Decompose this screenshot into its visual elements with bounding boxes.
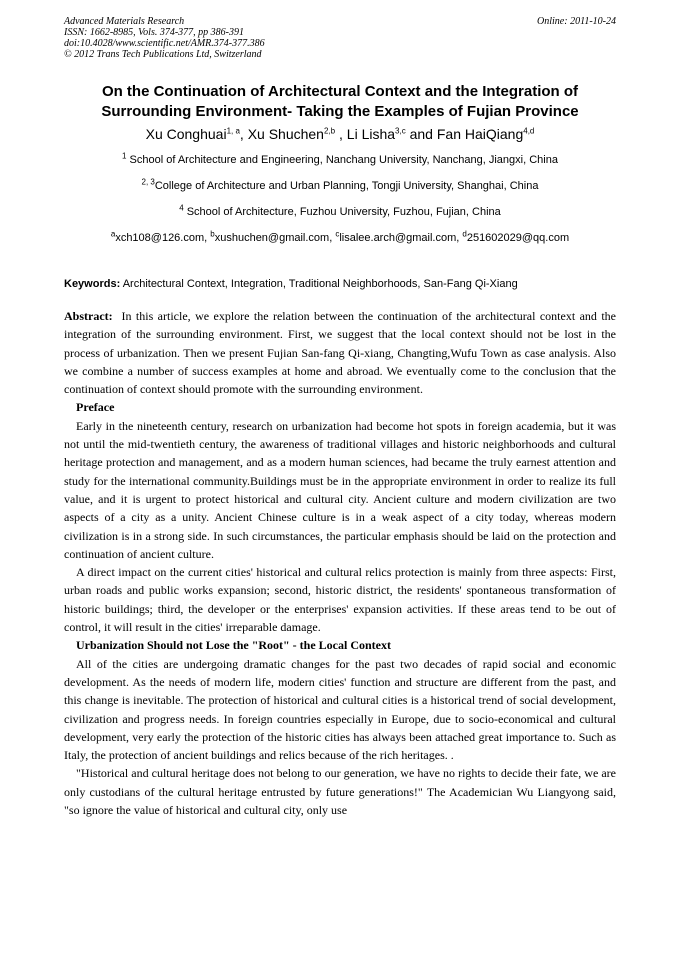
author-name: Xu Shuchen <box>247 126 324 142</box>
section-heading: Urbanization Should not Lose the "Root" - the Local Context <box>76 638 391 653</box>
preface-heading: Preface <box>76 400 115 415</box>
paragraph: "Historical and cultural heritage does not belong to our generation, we have no rights to decide their fate, we are only custodians of the cultural heritage entrusted by future generations!" The Academician Wu Liangyong said, "so ignore the value of historical and cultural city, only use <box>64 766 616 818</box>
paragraph: A direct impact on the current cities' historical and cultural relics protection is mainly from three aspects: First, urban roads and public works expansion; second, historic district, the residents' spontaneous transformation of historic buildings; third, the developer or the enterprises' expansion activities. If these areas tend to be out of control, it will result in the cities' irreparable damage. <box>64 565 616 635</box>
email-link[interactable]: xushuchen@gmail.com, <box>214 232 336 244</box>
affiliation-1 <box>64 153 616 167</box>
doi-line: doi:10.4028/www.scientific.net/AMR.374-377.386 <box>64 38 265 49</box>
affiliation-2 <box>64 179 616 193</box>
affiliation-sup: 2, 3 <box>141 177 155 187</box>
paper-title <box>64 82 616 122</box>
keywords <box>64 277 616 291</box>
affiliation-3 <box>64 205 616 219</box>
online-date: Online: 2011-10-24 <box>537 16 616 27</box>
author-name: Fan HaiQiang <box>436 126 524 142</box>
title-line-1: On the Continuation of Architectural Context and the Integration of <box>101 83 579 100</box>
affiliation-sup: 1 <box>122 151 127 161</box>
journal-header <box>64 16 616 60</box>
email-sup: b <box>210 229 215 239</box>
abstract-label: Abstract: <box>64 309 113 323</box>
journal-name: Advanced Materials Research <box>64 16 185 27</box>
author-emails <box>64 231 616 245</box>
email-link[interactable]: 251602029@qq.com <box>466 232 570 244</box>
email-sup: a <box>110 229 116 239</box>
author-sup: 3,c <box>395 126 406 136</box>
author-name: Li Lisha <box>346 126 396 142</box>
affiliation-text: School of Architecture, Fuzhou University, Fuzhou, Fujian, China <box>183 206 501 218</box>
email-sup: d <box>462 229 467 239</box>
affiliation-sup: 4 <box>179 203 184 213</box>
issn-line: ISSN: 1662-8985, Vols. 374-377, pp 386-391 <box>64 27 244 38</box>
paragraph: All of the cities are undergoing dramatic changes for the past two decades of rapid social and economic development. As the needs of modern life, modern cities' function and structure are different from the past, and this change is inevitable. The protection of historical and cultural cities is a historical trend of social development, civilization and progress needs. In foreign countries especially in Europe, due to socio-economical and cultural development, very early the protection of the historic cities has always been attached great importance to. Such as Italy, the protection of ancient buildings and relics because of the rich heritages. . <box>64 656 616 763</box>
author-sup: 2,b <box>323 126 336 136</box>
author-sup: 4,d <box>523 126 535 136</box>
email-link[interactable]: lisalee.arch@gmail.com, <box>339 232 463 244</box>
author-separator: , <box>239 126 248 142</box>
email-sup: c <box>335 229 340 239</box>
author-sup: 1, a <box>226 126 240 136</box>
abstract-text: In this article, we explore the relation between the continuation of the architectural context and the integration of the surrounding environment. First, we suggest that the local context should not be lost in the process of urbanization. Then we present Fujian San-fang Qi-xiang, Changting,Wufu Town as case analysis. Also we combine a number of success examples at home and abroad. We eventually come to the conclusion that the continuation of context should promote with the surrounding environment. <box>64 309 619 397</box>
paper-body <box>64 307 619 819</box>
affiliation-text: College of Architecture and Urban Planning, Tongji University, Shanghai, China <box>154 180 539 192</box>
keywords-label: Keywords: <box>64 278 121 290</box>
abstract <box>64 307 619 398</box>
copyright-line: © 2012 Trans Tech Publications Ltd, Switzerland <box>64 49 262 60</box>
paragraph: Early in the nineteenth century, research on urbanization had become hot spots in foreign academia, but it was not until the mid-twentieth century, the awareness of traditional villages and historic neighborhoods and cultural heritage protection and management, and as a modern human sciences, had became the truly earnest attention and study for the international community.Buildings must be in the appropriate environment in order to realize its full value, and it is urgent to protect historical and cultural city. Ancient culture and modern civilization are two aspects of a city as a unity. Ancient Chinese culture is in a weak aspect of a city today, whereas modern civilization is in a strong side. In such circumstances, the particular emphasis should be laid on the protection and continuation of ancient culture. <box>64 418 616 561</box>
author-separator: , <box>335 126 347 142</box>
email-link[interactable]: xch108@126.com, <box>115 232 211 244</box>
title-line-2: Surrounding Environment- Taking the Examples of Fujian Province <box>101 103 579 120</box>
keywords-text: Architectural Context, Integration, Traditional Neighborhoods, San-Fang Qi-Xiang <box>120 278 518 290</box>
author-list <box>64 125 616 143</box>
affiliation-text: School of Architecture and Engineering, Nanchang University, Nanchang, Jiangxi, China <box>126 154 558 166</box>
author-name: Xu Conghuai <box>145 126 227 142</box>
author-separator: and <box>405 126 437 142</box>
